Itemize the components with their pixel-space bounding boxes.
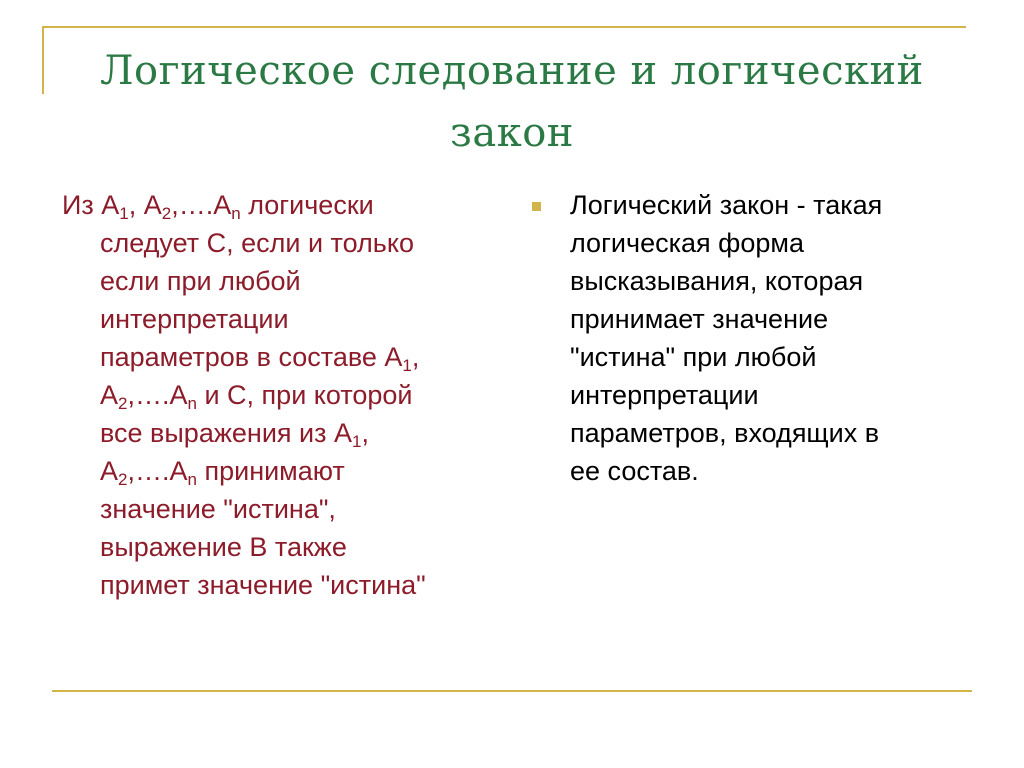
definition-line: следует С, если и только	[100, 228, 414, 258]
subscript: 1	[119, 204, 129, 223]
text-run: и С, при которой	[196, 380, 413, 410]
text-run: ,….А	[127, 456, 188, 486]
subscript: 2	[161, 204, 172, 223]
law-line: параметров, входящих в	[570, 418, 880, 448]
text-run: логически	[240, 190, 374, 220]
law-line: Логический закон - такая	[570, 190, 883, 220]
definition-line	[62, 452, 498, 490]
definition-line: примет значение "истина"	[100, 570, 426, 600]
text-run: Из А	[62, 190, 120, 220]
subscript: n	[231, 204, 241, 223]
subscript: 2	[118, 394, 128, 413]
text-run: ,….А	[127, 380, 188, 410]
square-bullet-icon	[532, 202, 541, 211]
law-bullet-item	[532, 186, 952, 490]
law-line: принимает значение	[570, 304, 829, 334]
definition-line: значение "истина",	[100, 494, 336, 524]
definition-line: выражение В также	[100, 532, 347, 562]
law-line: логическая форма	[570, 228, 804, 258]
text-run: параметров в составе А	[100, 342, 403, 372]
text-run: принимают	[196, 456, 345, 486]
slide-title	[60, 40, 964, 164]
text-run: А	[100, 456, 119, 486]
top-divider-line	[42, 26, 966, 28]
text-run: А	[100, 380, 119, 410]
subscript: n	[187, 470, 197, 489]
text-run: все выражения из А	[100, 418, 353, 448]
subscript: 1	[402, 356, 412, 375]
bottom-divider-line	[52, 690, 972, 692]
law-line: ее состав.	[570, 456, 699, 486]
law-line: высказывания, которая	[570, 266, 864, 296]
definition-line	[62, 376, 498, 414]
definition-line	[62, 186, 498, 224]
subscript: n	[187, 394, 197, 413]
subscript: 1	[352, 432, 362, 451]
left-accent-line	[42, 26, 44, 94]
title-line-2: закон	[450, 110, 574, 156]
definition-line	[62, 414, 498, 452]
definition-text-block	[62, 186, 498, 604]
definition-line	[62, 338, 498, 376]
law-line: интерпретации	[570, 380, 759, 410]
subscript: 2	[118, 470, 128, 489]
law-line: "истина" при любой	[570, 342, 817, 372]
definition-line: если при любой	[100, 266, 301, 296]
definition-line: интерпретации	[100, 304, 289, 334]
title-line-1: Логическое следование и логический	[100, 48, 924, 94]
text-run: ,….А	[171, 190, 232, 220]
text-run: ,	[411, 342, 420, 372]
text-run: , А	[128, 190, 162, 220]
text-run: ,	[361, 418, 369, 448]
